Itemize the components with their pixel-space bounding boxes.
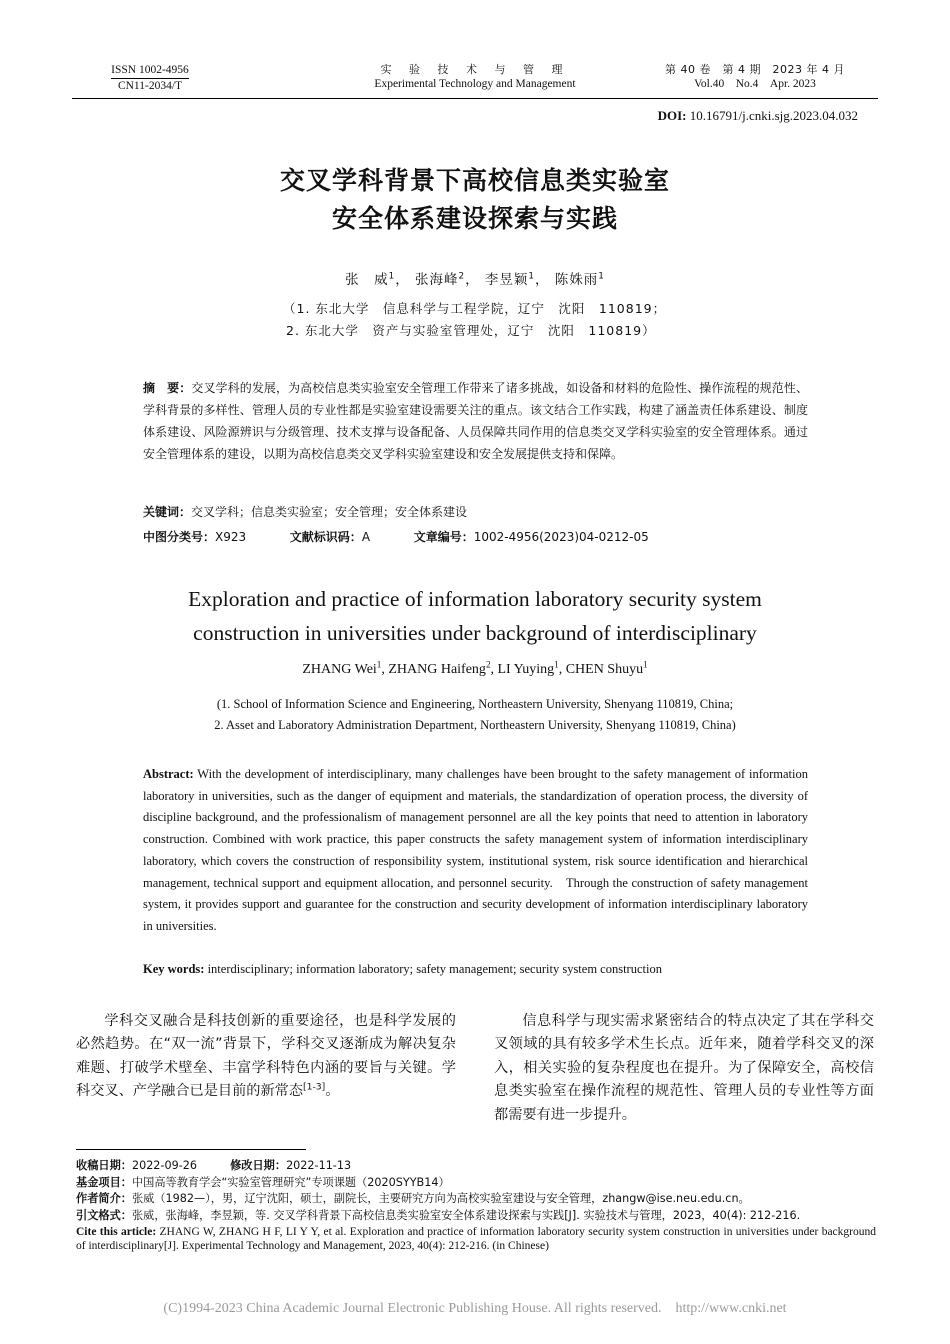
affiliations-en: (1. School of Information Science and Engineering, Northeastern University, Shenyang 110819, China; 2. Asset and Laboratory Administration Department, Northeastern University, Shenyang 110819, China): [214, 697, 736, 732]
title-en: Exploration and practice of information laboratory security system construction in universities under background of interdisciplinary: [188, 587, 762, 645]
abstract-cn: 摘 要：交叉学科的发展，为高校信息类实验室安全管理工作带来了诸多挑战，如设备和材料的危险性、操作流程的规范性、学科背景的多样性、管理人员的专业性都是实验室建设需要关注的重点。该文结合工作实践，构建了涵盖责任体系建设、制度体系建设、风险源辨识与分级管理、技术支撑与设备配备、人员保障共同作用的信息类交叉学科实验室的安全管理体系。通过安全管理体系的建设，以期为高校信息类交叉学科实验室建设和安全发展提供支持和保障。: [143, 381, 808, 461]
title-cn: 交叉学科背景下高校信息类实验室 安全体系建设探索与实践: [279, 166, 670, 233]
header-rule: [72, 98, 878, 99]
authors-en: ZHANG Wei$^1$, ZHANG Haifeng$^2$, LI Yuying$^1$, CHEN Shuyu$^1$: [302, 659, 648, 677]
affiliations-cn: （1. 东北大学 信息科学与工程学院，辽宁 沈阳 110819； 2. 东北大学 资产与实验室管理处，辽宁 沈阳 110819）: [283, 301, 667, 338]
cite-en: Cite this article: ZHANG W, ZHANG H F, LI Y Y, et al. Exploration and practice of information laboratory security system construction in universities under background of interdisciplinary[J]. Experimental Technology and Management, 2023, 40(4): 212-216. (in Chinese): [76, 1226, 876, 1252]
issue-cn: 第 40 卷 第 4 期 2023 年 4 月: [665, 63, 845, 76]
footnote-rule: [76, 1149, 306, 1150]
copyright-watermark: (C)1994-2023 China Academic Journal Electronic Publishing House. All rights reserved. http://www.cnki.net: [163, 1301, 787, 1316]
fund: 基金项目：中国高等教育学会“实验室管理研究”专项课题（2020SYYB14）: [76, 1175, 450, 1189]
received-date: 收稿日期：2022-09-26 修改日期：2022-11-13: [76, 1159, 352, 1172]
journal-header: [330, 62, 620, 92]
cn-number: CN11-2034/T: [117, 80, 183, 92]
journal-name-en: Experimental Technology and Management: [374, 78, 576, 90]
journal-name-cn: 实 验 技 术 与 管 理: [380, 63, 570, 76]
issn: ISSN 1002-4956 CN11-2034/T: [100, 63, 200, 94]
classification-line: 中图分类号：X923 文献标识码：A 文章编号：1002-4956(2023)04-0212-05: [143, 530, 649, 544]
body-column-right: 信息科学与现实需求紧密结合的特点决定了其在学科交叉领域的具有较多学术生长点。近年来，随着学科交叉的深入，相关实验的复杂程度也在提升。为了保障安全，高校信息类实验室在操作流程的规范性、管理人员的专业性等方面都需要有进一步提升。: [494, 1013, 874, 1123]
body-column-left: 学科交叉融合是科技创新的重要途径，也是科学发展的必然趋势。在“双一流”背景下，学科交叉逐渐成为解决复杂难题、打破学术壁垒、丰富学科特色内涵的要旨与关键。学科交叉、产学融合已是目前的新常态[1-3]。: [76, 1013, 456, 1100]
doi: DOI: 10.16791/j.cnki.sjg.2023.04.032: [657, 108, 858, 123]
keywords-cn: 关键词：交叉学科；信息类实验室；安全管理；安全体系建设: [143, 505, 468, 519]
issue-en: Vol.40 No.4 Apr. 2023: [694, 78, 816, 90]
issue-info: [650, 62, 860, 92]
abstract-en: Abstract: With the development of interdisciplinary, many challenges have been brought to the safety management of information laboratory in universities, such as the danger of equipment and materials, the standardization of operation process, the diversity of discipline background, and the professionalism of management personnel are all the key points that need to attention in laboratory construction. Combined with work practice, this paper constructs the safety management system of information interdisciplinary laboratory, which covers the construction of responsibility system, institutional system, risk source identification and hierarchical management, technical support and equipment allocation, and personnel security. Through the construction of safety management system, it provides support and guarantee for the construction and security development of information interdisciplinary laboratory in universities.: [143, 767, 808, 933]
keywords-en: Key words: interdisciplinary; information laboratory; safety management; security system construction: [143, 962, 662, 976]
author-bio: 作者简介：张威（1982—），男，辽宁沈阳，硕士，副院长，主要研究方向为高校实验室建设与安全管理，zhangw@ise.neu.edu.cn。: [76, 1192, 750, 1205]
footnotes: [76, 1158, 876, 1253]
citation: [1-3]: [303, 1081, 326, 1093]
abstract-cn-label: 摘 要：: [143, 381, 192, 395]
authors-cn: 张 威$^1$， 张海峰$^2$， 李昱颖$^1$， 陈姝雨$^1$: [345, 271, 605, 288]
cite-cn: 引文格式：张威，张海峰，李昱颖，等. 交叉学科背景下高校信息类实验室安全体系建设探索与实践[J]. 实验技术与管理，2023，40(4): 212-216.: [76, 1208, 801, 1222]
abstract-en-label: Abstract:: [143, 767, 194, 781]
